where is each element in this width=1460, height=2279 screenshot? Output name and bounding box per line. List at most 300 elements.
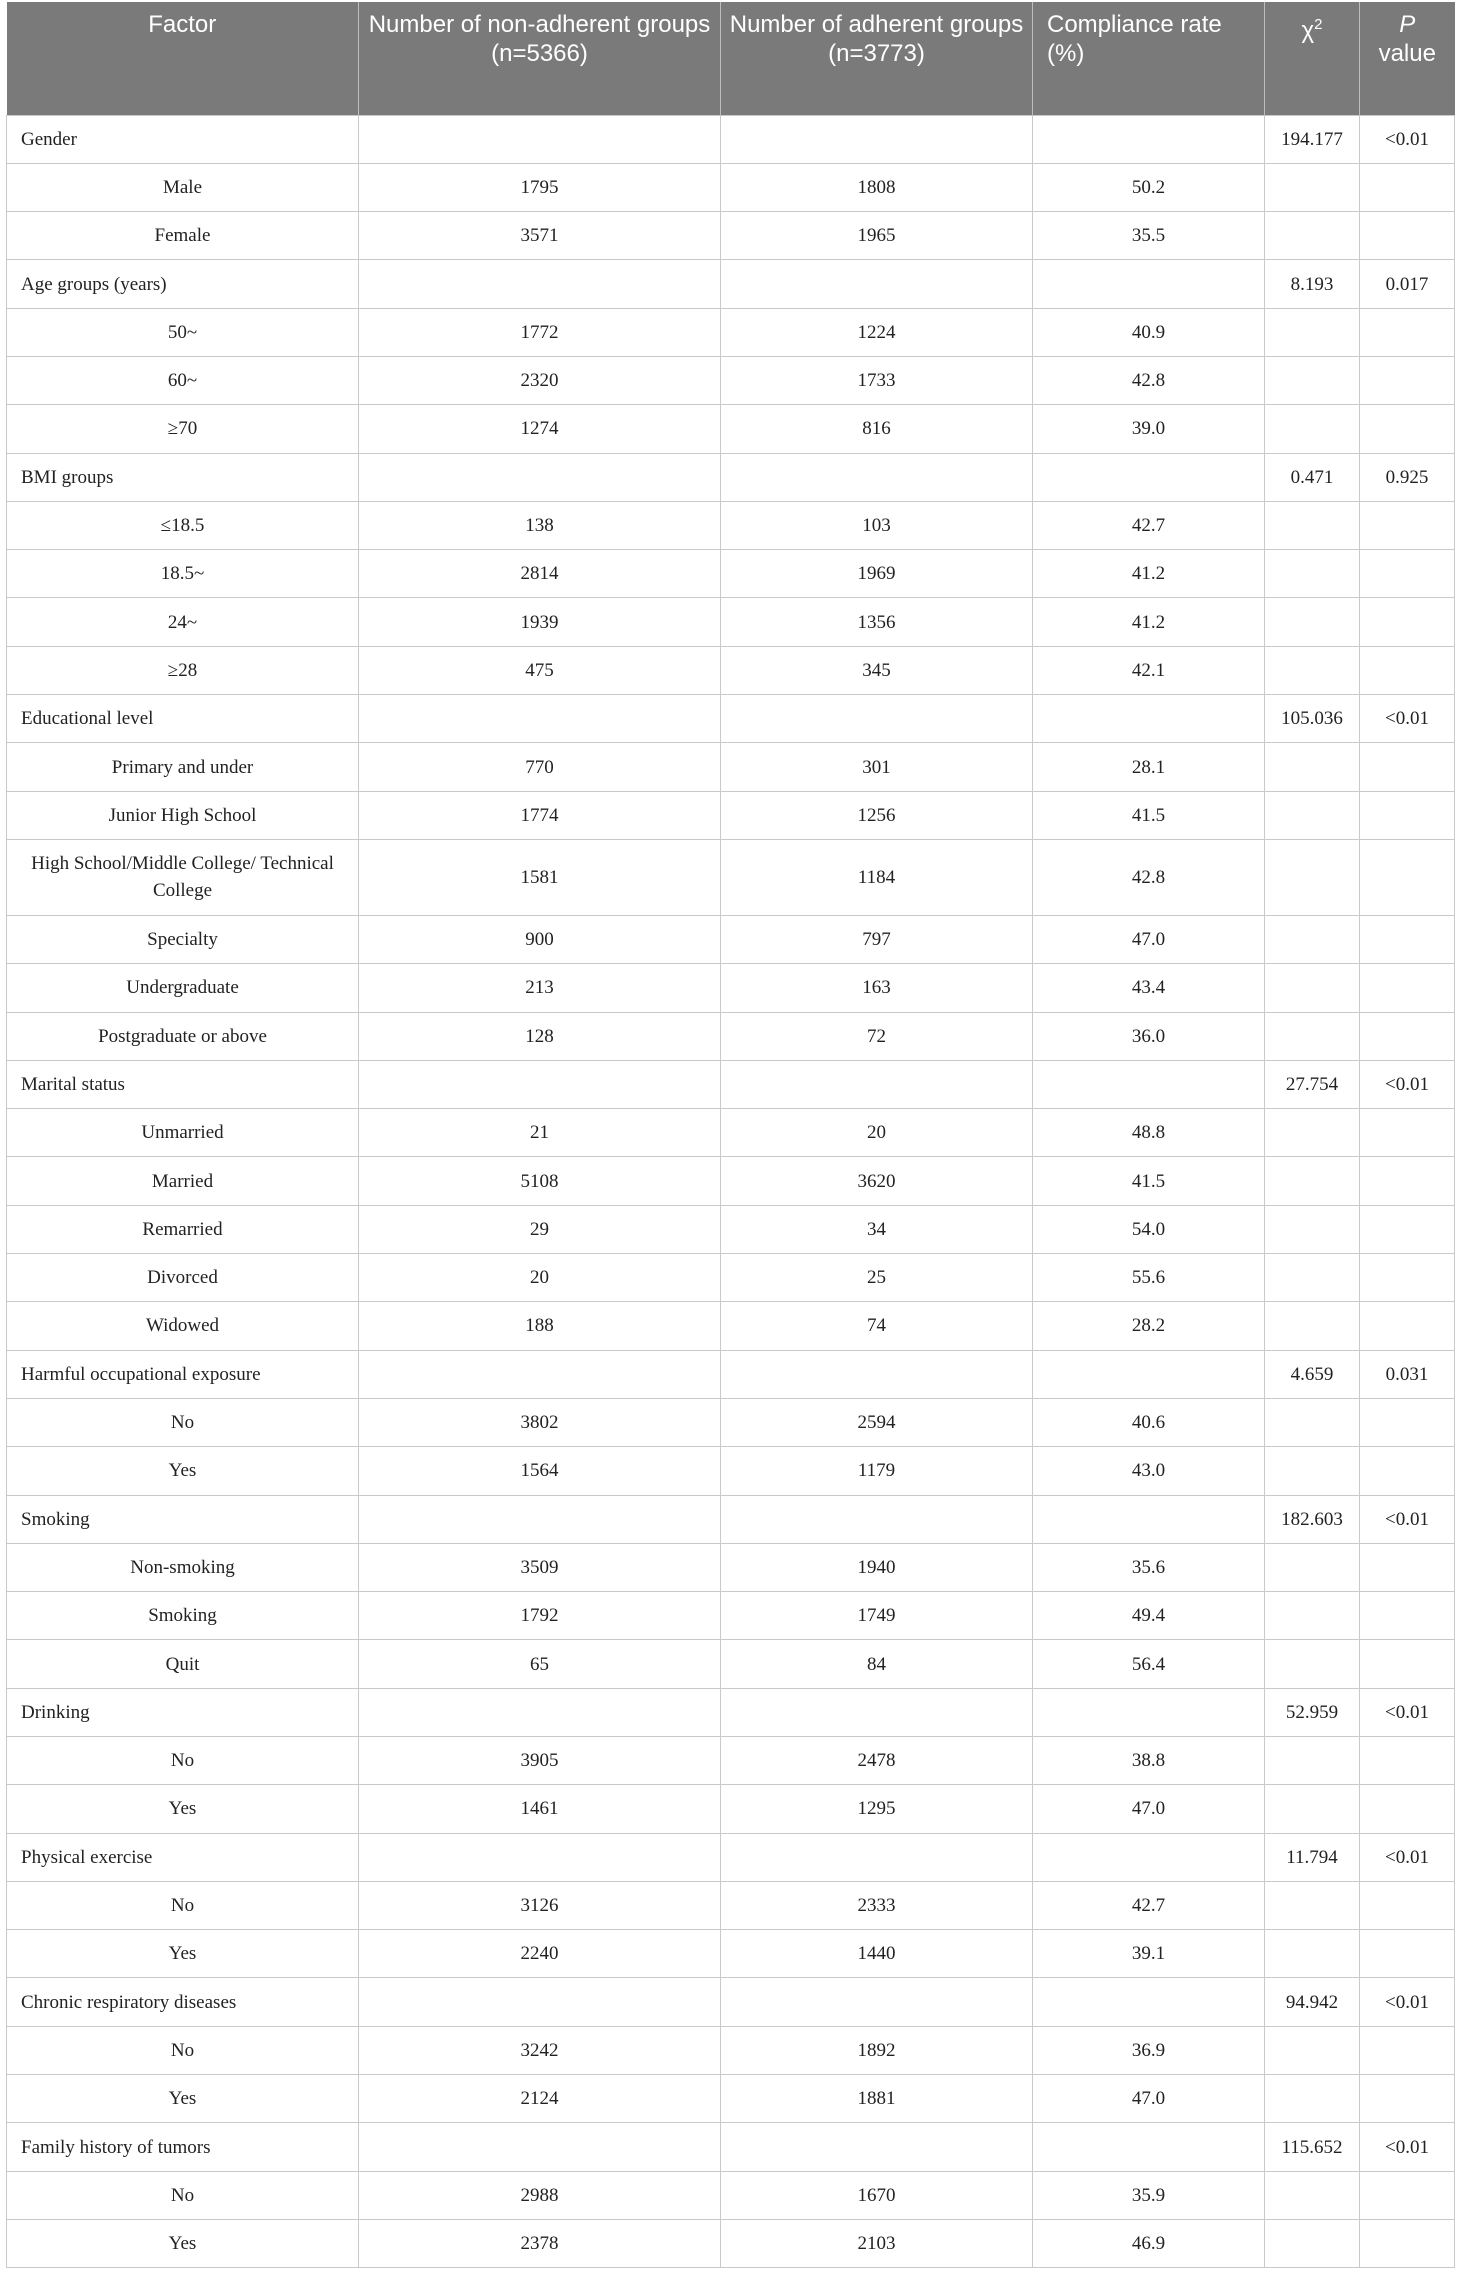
empty-cell xyxy=(1265,743,1360,791)
empty-cell xyxy=(1360,1012,1455,1060)
non-adherent-cell: 188 xyxy=(359,1302,721,1350)
table-row xyxy=(7,1592,1455,1640)
subfactor-cell: 24~ xyxy=(7,598,359,646)
table-row xyxy=(7,743,1455,791)
header-row xyxy=(7,2,1455,115)
table-row xyxy=(7,356,1455,404)
empty-cell xyxy=(1033,453,1265,501)
compliance-rate-cell: 43.4 xyxy=(1033,964,1265,1012)
adherent-cell: 1965 xyxy=(721,212,1033,260)
header-adherent: Number of adherent groups (n=3773) xyxy=(721,2,1033,115)
table-row xyxy=(7,964,1455,1012)
compliance-rate-cell: 35.9 xyxy=(1033,2171,1265,2219)
empty-cell xyxy=(1265,964,1360,1012)
subfactor-cell: Yes xyxy=(7,1785,359,1833)
empty-cell xyxy=(1265,839,1360,915)
compliance-rate-cell: 41.5 xyxy=(1033,791,1265,839)
empty-cell xyxy=(1360,1109,1455,1157)
empty-cell xyxy=(721,115,1033,163)
adherent-cell: 345 xyxy=(721,646,1033,694)
compliance-rate-cell: 39.1 xyxy=(1033,1930,1265,1978)
subfactor-cell: Divorced xyxy=(7,1254,359,1302)
empty-cell xyxy=(1265,1447,1360,1495)
adherent-cell: 1881 xyxy=(721,2075,1033,2123)
p-value-cell: <0.01 xyxy=(1360,695,1455,743)
subfactor-cell: No xyxy=(7,1881,359,1929)
table-row-group xyxy=(7,1495,1455,1543)
table-row xyxy=(7,1157,1455,1205)
empty-cell xyxy=(1360,2075,1455,2123)
subfactor-cell: Yes xyxy=(7,1447,359,1495)
subfactor-cell: Married xyxy=(7,1157,359,1205)
non-adherent-cell: 5108 xyxy=(359,1157,721,1205)
empty-cell xyxy=(1360,1592,1455,1640)
empty-cell xyxy=(1265,598,1360,646)
p-value-cell: <0.01 xyxy=(1360,1978,1455,2026)
non-adherent-cell: 2988 xyxy=(359,2171,721,2219)
table-row-group xyxy=(7,1060,1455,1108)
p-value-word: value xyxy=(1378,40,1436,67)
empty-cell xyxy=(1360,2219,1455,2267)
empty-cell xyxy=(1360,791,1455,839)
empty-cell xyxy=(1033,2123,1265,2171)
chi-superscript: 2 xyxy=(1314,16,1323,33)
compliance-rate-cell: 47.0 xyxy=(1033,915,1265,963)
table-row-group xyxy=(7,115,1455,163)
adherent-cell: 20 xyxy=(721,1109,1033,1157)
compliance-rate-cell: 28.1 xyxy=(1033,743,1265,791)
compliance-rate-cell: 42.7 xyxy=(1033,1881,1265,1929)
empty-cell xyxy=(1360,598,1455,646)
empty-cell xyxy=(1265,1640,1360,1688)
chi-square-cell: 115.652 xyxy=(1265,2123,1360,2171)
adherent-cell: 3620 xyxy=(721,1157,1033,1205)
empty-cell xyxy=(1360,212,1455,260)
compliance-rate-cell: 39.0 xyxy=(1033,405,1265,453)
empty-cell xyxy=(721,1060,1033,1108)
empty-cell xyxy=(359,2123,721,2171)
empty-cell xyxy=(1360,1930,1455,1978)
compliance-rate-cell: 42.8 xyxy=(1033,356,1265,404)
empty-cell xyxy=(1360,1302,1455,1350)
table-row xyxy=(7,1109,1455,1157)
table-header xyxy=(7,2,1455,115)
empty-cell xyxy=(1360,1157,1455,1205)
table-row xyxy=(7,308,1455,356)
p-value-cell: <0.01 xyxy=(1360,1060,1455,1108)
non-adherent-cell: 900 xyxy=(359,915,721,963)
subfactor-cell: Widowed xyxy=(7,1302,359,1350)
table-row xyxy=(7,1302,1455,1350)
empty-cell xyxy=(1360,1881,1455,1929)
adherent-cell: 84 xyxy=(721,1640,1033,1688)
empty-cell xyxy=(1265,1785,1360,1833)
non-adherent-cell: 65 xyxy=(359,1640,721,1688)
empty-cell xyxy=(1360,550,1455,598)
header-compliance-rate: Compliance rate (%) xyxy=(1033,2,1265,115)
empty-cell xyxy=(721,2123,1033,2171)
p-value-cell: <0.01 xyxy=(1360,115,1455,163)
table-row xyxy=(7,1543,1455,1591)
table-row xyxy=(7,1785,1455,1833)
subfactor-cell: Primary and under xyxy=(7,743,359,791)
table-row xyxy=(7,1881,1455,1929)
adherent-cell: 1256 xyxy=(721,791,1033,839)
empty-cell xyxy=(1265,791,1360,839)
empty-cell xyxy=(1360,1785,1455,1833)
empty-cell xyxy=(359,453,721,501)
p-value-cell: <0.01 xyxy=(1360,2123,1455,2171)
header-p-value xyxy=(1360,2,1455,115)
non-adherent-cell: 213 xyxy=(359,964,721,1012)
subfactor-cell: No xyxy=(7,2171,359,2219)
compliance-rate-cell: 42.8 xyxy=(1033,839,1265,915)
empty-cell xyxy=(1360,405,1455,453)
non-adherent-cell: 1461 xyxy=(359,1785,721,1833)
adherent-cell: 816 xyxy=(721,405,1033,453)
empty-cell xyxy=(1265,308,1360,356)
chi-square-cell: 194.177 xyxy=(1265,115,1360,163)
subfactor-cell: 60~ xyxy=(7,356,359,404)
empty-cell xyxy=(359,1833,721,1881)
non-adherent-cell: 1581 xyxy=(359,839,721,915)
table-row xyxy=(7,501,1455,549)
empty-cell xyxy=(1265,1157,1360,1205)
subfactor-cell: Yes xyxy=(7,1930,359,1978)
subfactor-cell: Junior High School xyxy=(7,791,359,839)
factor-cell: BMI groups xyxy=(7,453,359,501)
empty-cell xyxy=(1265,2026,1360,2074)
compliance-rate-cell: 41.5 xyxy=(1033,1157,1265,1205)
empty-cell xyxy=(359,1060,721,1108)
non-adherent-cell: 1939 xyxy=(359,598,721,646)
empty-cell xyxy=(1360,1543,1455,1591)
chi-square-cell: 11.794 xyxy=(1265,1833,1360,1881)
empty-cell xyxy=(721,1350,1033,1398)
adherent-cell: 34 xyxy=(721,1205,1033,1253)
adherent-cell: 1733 xyxy=(721,356,1033,404)
header-factor: Factor xyxy=(7,2,359,115)
compliance-rate-cell: 35.6 xyxy=(1033,1543,1265,1591)
table-row-group xyxy=(7,260,1455,308)
non-adherent-cell: 2378 xyxy=(359,2219,721,2267)
factor-cell: Family history of tumors xyxy=(7,2123,359,2171)
non-adherent-cell: 1774 xyxy=(359,791,721,839)
empty-cell xyxy=(1033,1688,1265,1736)
empty-cell xyxy=(1265,2171,1360,2219)
empty-cell xyxy=(1033,1978,1265,2026)
empty-cell xyxy=(1360,356,1455,404)
empty-cell xyxy=(1360,646,1455,694)
empty-cell xyxy=(1265,1302,1360,1350)
adherent-cell: 2594 xyxy=(721,1398,1033,1446)
adherent-cell: 1440 xyxy=(721,1930,1033,1978)
compliance-rate-cell: 54.0 xyxy=(1033,1205,1265,1253)
compliance-rate-cell: 36.0 xyxy=(1033,1012,1265,1060)
subfactor-cell: Undergraduate xyxy=(7,964,359,1012)
subfactor-cell: Unmarried xyxy=(7,1109,359,1157)
chi-square-cell: 52.959 xyxy=(1265,1688,1360,1736)
compliance-rate-cell: 42.1 xyxy=(1033,646,1265,694)
adherent-cell: 2333 xyxy=(721,1881,1033,1929)
non-adherent-cell: 1564 xyxy=(359,1447,721,1495)
adherent-cell: 1295 xyxy=(721,1785,1033,1833)
empty-cell xyxy=(1360,964,1455,1012)
compliance-rate-cell: 50.2 xyxy=(1033,163,1265,211)
adherent-cell: 1179 xyxy=(721,1447,1033,1495)
compliance-rate-cell: 35.5 xyxy=(1033,212,1265,260)
subfactor-cell: Quit xyxy=(7,1640,359,1688)
non-adherent-cell: 770 xyxy=(359,743,721,791)
empty-cell xyxy=(721,1978,1033,2026)
empty-cell xyxy=(1265,405,1360,453)
table-row xyxy=(7,646,1455,694)
empty-cell xyxy=(1360,915,1455,963)
adherent-cell: 797 xyxy=(721,915,1033,963)
empty-cell xyxy=(1265,1930,1360,1978)
table-row xyxy=(7,1640,1455,1688)
subfactor-cell: Specialty xyxy=(7,915,359,963)
adherent-cell: 301 xyxy=(721,743,1033,791)
data-table xyxy=(6,2,1455,2268)
empty-cell xyxy=(359,1495,721,1543)
adherent-cell: 1224 xyxy=(721,308,1033,356)
table-row-group xyxy=(7,453,1455,501)
compliance-rate-cell: 40.6 xyxy=(1033,1398,1265,1446)
chi-square-cell: 27.754 xyxy=(1265,1060,1360,1108)
empty-cell xyxy=(1265,1012,1360,1060)
compliance-rate-cell: 42.7 xyxy=(1033,501,1265,549)
empty-cell xyxy=(1033,1350,1265,1398)
empty-cell xyxy=(1033,260,1265,308)
empty-cell xyxy=(1360,1640,1455,1688)
non-adherent-cell: 20 xyxy=(359,1254,721,1302)
adherent-cell: 2478 xyxy=(721,1737,1033,1785)
empty-cell xyxy=(1360,1398,1455,1446)
table-row xyxy=(7,2171,1455,2219)
adherent-cell: 103 xyxy=(721,501,1033,549)
non-adherent-cell: 3126 xyxy=(359,1881,721,1929)
empty-cell xyxy=(1265,356,1360,404)
empty-cell xyxy=(1265,2219,1360,2267)
empty-cell xyxy=(1360,1447,1455,1495)
adherent-cell: 1670 xyxy=(721,2171,1033,2219)
non-adherent-cell: 1274 xyxy=(359,405,721,453)
empty-cell xyxy=(1360,501,1455,549)
adherent-cell: 2103 xyxy=(721,2219,1033,2267)
compliance-rate-cell: 36.9 xyxy=(1033,2026,1265,2074)
empty-cell xyxy=(1265,1543,1360,1591)
non-adherent-cell: 3571 xyxy=(359,212,721,260)
compliance-rate-cell: 28.2 xyxy=(1033,1302,1265,1350)
table-row xyxy=(7,1398,1455,1446)
non-adherent-cell: 2814 xyxy=(359,550,721,598)
empty-cell xyxy=(1360,2171,1455,2219)
non-adherent-cell: 1795 xyxy=(359,163,721,211)
empty-cell xyxy=(359,260,721,308)
p-letter: P xyxy=(1399,11,1416,38)
empty-cell xyxy=(1033,695,1265,743)
non-adherent-cell: 2124 xyxy=(359,2075,721,2123)
non-adherent-cell: 21 xyxy=(359,1109,721,1157)
empty-cell xyxy=(1360,1254,1455,1302)
adherent-cell: 163 xyxy=(721,964,1033,1012)
chi-square-cell: 4.659 xyxy=(1265,1350,1360,1398)
table-row xyxy=(7,2219,1455,2267)
empty-cell xyxy=(1360,308,1455,356)
empty-cell xyxy=(721,453,1033,501)
factor-cell: Educational level xyxy=(7,695,359,743)
empty-cell xyxy=(1360,1205,1455,1253)
non-adherent-cell: 3242 xyxy=(359,2026,721,2074)
p-value-cell: 0.925 xyxy=(1360,453,1455,501)
table-row xyxy=(7,1254,1455,1302)
factor-cell: Smoking xyxy=(7,1495,359,1543)
compliance-rate-cell: 46.9 xyxy=(1033,2219,1265,2267)
non-adherent-cell: 3509 xyxy=(359,1543,721,1591)
compliance-rate-cell: 47.0 xyxy=(1033,2075,1265,2123)
compliance-rate-cell: 40.9 xyxy=(1033,308,1265,356)
table-body xyxy=(7,115,1455,2268)
table-row xyxy=(7,405,1455,453)
empty-cell xyxy=(721,1688,1033,1736)
factor-cell: Age groups (years) xyxy=(7,260,359,308)
empty-cell xyxy=(1360,1737,1455,1785)
subfactor-cell: Remarried xyxy=(7,1205,359,1253)
empty-cell xyxy=(1360,2026,1455,2074)
subfactor-cell: Yes xyxy=(7,2075,359,2123)
compliance-rate-cell: 48.8 xyxy=(1033,1109,1265,1157)
empty-cell xyxy=(1033,1495,1265,1543)
table-row xyxy=(7,163,1455,211)
table-row xyxy=(7,1205,1455,1253)
factor-cell: Drinking xyxy=(7,1688,359,1736)
empty-cell xyxy=(359,695,721,743)
p-value-cell: <0.01 xyxy=(1360,1495,1455,1543)
adherent-cell: 1892 xyxy=(721,2026,1033,2074)
chi-symbol: χ xyxy=(1301,17,1315,44)
subfactor-cell: Non-smoking xyxy=(7,1543,359,1591)
adherent-cell: 1356 xyxy=(721,598,1033,646)
empty-cell xyxy=(1265,2075,1360,2123)
p-value-cell: <0.01 xyxy=(1360,1688,1455,1736)
non-adherent-cell: 3802 xyxy=(359,1398,721,1446)
empty-cell xyxy=(1265,1398,1360,1446)
subfactor-cell: Smoking xyxy=(7,1592,359,1640)
empty-cell xyxy=(721,1495,1033,1543)
non-adherent-cell: 138 xyxy=(359,501,721,549)
compliance-rate-cell: 47.0 xyxy=(1033,1785,1265,1833)
subfactor-cell: Postgraduate or above xyxy=(7,1012,359,1060)
empty-cell xyxy=(721,1833,1033,1881)
non-adherent-cell: 3905 xyxy=(359,1737,721,1785)
compliance-rate-cell: 41.2 xyxy=(1033,550,1265,598)
table-row xyxy=(7,598,1455,646)
empty-cell xyxy=(1360,839,1455,915)
table-row xyxy=(7,212,1455,260)
table-row-group xyxy=(7,1688,1455,1736)
subfactor-cell: 18.5~ xyxy=(7,550,359,598)
chi-square-cell: 0.471 xyxy=(1265,453,1360,501)
non-adherent-cell: 1772 xyxy=(359,308,721,356)
non-adherent-cell: 475 xyxy=(359,646,721,694)
subfactor-cell: ≥70 xyxy=(7,405,359,453)
table-row xyxy=(7,1012,1455,1060)
table-row xyxy=(7,2026,1455,2074)
subfactor-cell: No xyxy=(7,1398,359,1446)
empty-cell xyxy=(1265,1254,1360,1302)
empty-cell xyxy=(1033,115,1265,163)
subfactor-cell: Male xyxy=(7,163,359,211)
subfactor-cell: ≤18.5 xyxy=(7,501,359,549)
empty-cell xyxy=(1265,646,1360,694)
chi-square-cell: 8.193 xyxy=(1265,260,1360,308)
adherent-cell: 1184 xyxy=(721,839,1033,915)
subfactor-cell: 50~ xyxy=(7,308,359,356)
empty-cell xyxy=(1033,1060,1265,1108)
table-row xyxy=(7,791,1455,839)
header-non-adherent: Number of non-adherent groups (n=5366) xyxy=(359,2,721,115)
table-row xyxy=(7,839,1455,915)
subfactor-cell: ≥28 xyxy=(7,646,359,694)
compliance-rate-cell: 55.6 xyxy=(1033,1254,1265,1302)
table-row xyxy=(7,2075,1455,2123)
empty-cell xyxy=(1265,1205,1360,1253)
empty-cell xyxy=(1265,915,1360,963)
compliance-rate-cell: 43.0 xyxy=(1033,1447,1265,1495)
factor-cell: Harmful occupational exposure xyxy=(7,1350,359,1398)
empty-cell xyxy=(1265,1881,1360,1929)
table-row-group xyxy=(7,1833,1455,1881)
empty-cell xyxy=(721,260,1033,308)
empty-cell xyxy=(359,1978,721,2026)
table-row xyxy=(7,550,1455,598)
empty-cell xyxy=(1360,743,1455,791)
non-adherent-cell: 2320 xyxy=(359,356,721,404)
empty-cell xyxy=(1265,212,1360,260)
compliance-rate-cell: 49.4 xyxy=(1033,1592,1265,1640)
factor-cell: Gender xyxy=(7,115,359,163)
chi-square-cell: 105.036 xyxy=(1265,695,1360,743)
subfactor-cell: No xyxy=(7,2026,359,2074)
table-row-group xyxy=(7,2123,1455,2171)
non-adherent-cell: 1792 xyxy=(359,1592,721,1640)
table-row-group xyxy=(7,1350,1455,1398)
adherent-cell: 1749 xyxy=(721,1592,1033,1640)
empty-cell xyxy=(359,1688,721,1736)
subfactor-cell: High School/Middle College/ Technical College xyxy=(7,839,359,915)
table-row xyxy=(7,1447,1455,1495)
adherent-cell: 1969 xyxy=(721,550,1033,598)
empty-cell xyxy=(1360,163,1455,211)
empty-cell xyxy=(1265,1592,1360,1640)
compliance-rate-cell: 41.2 xyxy=(1033,598,1265,646)
empty-cell xyxy=(359,1350,721,1398)
adherent-cell: 72 xyxy=(721,1012,1033,1060)
adherent-cell: 25 xyxy=(721,1254,1033,1302)
subfactor-cell: Yes xyxy=(7,2219,359,2267)
p-value-cell: <0.01 xyxy=(1360,1833,1455,1881)
adherent-cell: 74 xyxy=(721,1302,1033,1350)
subfactor-cell: Female xyxy=(7,212,359,260)
empty-cell xyxy=(1265,1737,1360,1785)
empty-cell xyxy=(721,695,1033,743)
empty-cell xyxy=(1265,1109,1360,1157)
empty-cell xyxy=(1265,163,1360,211)
chi-square-cell: 182.603 xyxy=(1265,1495,1360,1543)
non-adherent-cell: 2240 xyxy=(359,1930,721,1978)
non-adherent-cell: 29 xyxy=(359,1205,721,1253)
